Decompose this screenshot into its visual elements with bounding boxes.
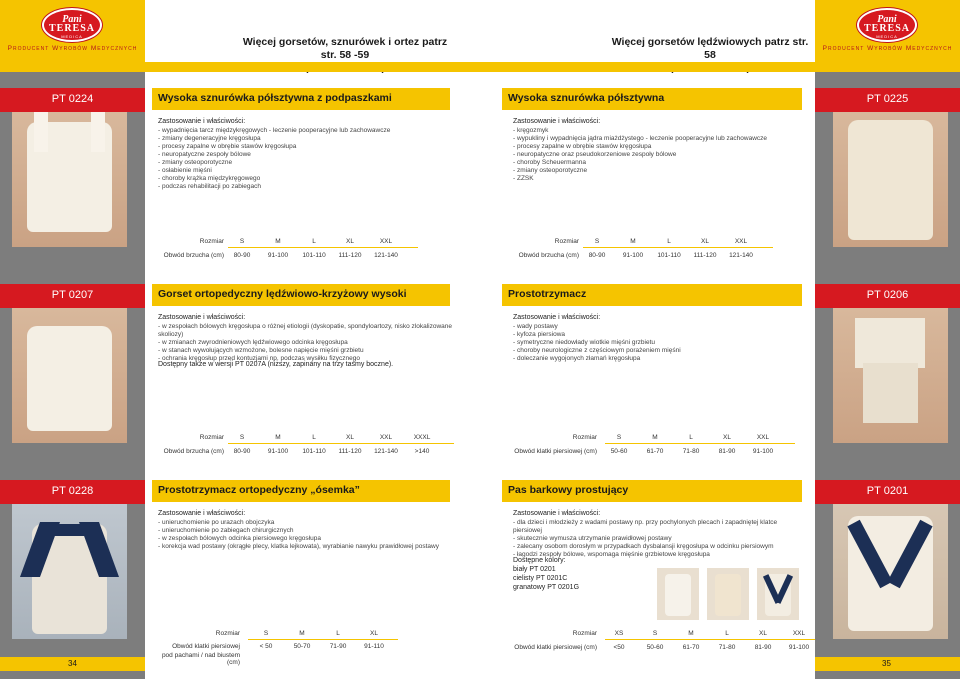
product-title: Wysoka sznurówka półsztywna bbox=[502, 88, 802, 110]
product-code: PT 0225 bbox=[815, 88, 960, 112]
size-table: Rozmiar S M L XL XXL XXXL Obwód brzucha (cm) 80-90 91-100 101-110 111-120 121-140 >140 bbox=[150, 432, 470, 462]
list-item: - choroby krążka międzykręgowego bbox=[158, 175, 458, 183]
product-photo bbox=[833, 504, 948, 639]
list-item: - w zmianach zwyrodnieniowych lędźwiowego odcinka kręgosłupa bbox=[158, 339, 458, 347]
size-table: Rozmiar S M L XL XXL Obwód brzucha (cm) 80-90 91-100 101-110 111-120 121-140 bbox=[150, 236, 450, 266]
list-item: - symetryczne niedowłady wiotkie mięśni grzbietu bbox=[513, 339, 803, 347]
logo-tagline: Producent Wyrobów Medycznych bbox=[7, 45, 138, 52]
list-item: - w zespołach bólowych odcinka piersiowego kręgosłupa bbox=[158, 535, 458, 543]
product-photo bbox=[12, 112, 127, 247]
brand-logo bbox=[0, 0, 145, 62]
list-item: - wypukliny i wypadnięcia jądra miażdżystego - leczenie pooperacyjne lub zachowawcze bbox=[513, 135, 803, 143]
list-item: - zalecany osobom dorosłym w przypadkach dysbalansji kręgosłupa w odcinku piersiowym bbox=[513, 543, 803, 551]
product-description: Zastosowanie i właściwości: - kręgozmyk - wypukliny i wypadnięcia jądra miażdżystego - leczenie pooperacyjne lub zachowawcze - procesy zapalne w obrębie stawów kręgosłupa - neuropatyczne oraz pseudokorzeniowe zespoły bólowe - choroby Scheuermanna - zmiany osteoporotyczne - ZZSK bbox=[513, 118, 803, 183]
logo-tagline: Producent Wyrobów Medycznych bbox=[822, 45, 953, 52]
product-description: Zastosowanie i właściwości: - wypadnięcia tarcz międzykręgowych - leczenie pooperacyjne lub zachowawcze - zmiany degeneracyjne kręgosłupa - procesy zapalne w obrębie stawów kręgosłupa - neuropatyczne zespoły bólowe - zmiany osteoporotyczne - osłabienie mięśni - choroby krążka międzykręgowego - podczas rehabilitacji po zabiegach bbox=[158, 118, 458, 191]
list-item: - choroby Scheuermanna bbox=[513, 159, 803, 167]
size-table: Rozmiar S M L XL XXL Obwód klatki piersiowej (cm) 50-60 61-70 71-80 81-90 91-100 bbox=[505, 432, 805, 462]
list-item: - osłabienie mięśni bbox=[158, 167, 458, 175]
size-table: Rozmiar S M L XL XXL Obwód brzucha (cm) 80-90 91-100 101-110 111-120 121-140 bbox=[505, 236, 805, 266]
list-item: - zmiany osteoporotyczne bbox=[513, 167, 803, 175]
logo-oval: Pani TERESA MEDICA bbox=[42, 8, 102, 42]
list-item: - w zespołach bólowych kręgosłupa o różnej etiologii (dyskopatie, spondyloartozy, nisko zlokalizowane skoliozy) bbox=[158, 323, 458, 339]
color-option: granatowy PT 0201G bbox=[513, 584, 580, 591]
list-item: - ZZSK bbox=[513, 175, 803, 183]
page-number: 35 bbox=[815, 657, 960, 671]
list-item: - procesy zapalne w obrębie stawów kręgosłupa bbox=[158, 143, 458, 151]
product-title: Prostotrzymacz ortopedyczny „ósemka” bbox=[152, 480, 450, 502]
product-description: Zastosowanie i właściwości: - dla dzieci i młodzieży z wadami postawy np. przy pochylonych plecach i zapadniętej klatce piersiowej - skutecznie wymusza utrzymanie prawidłowej postawy - zalecany osobom dorosłym w przypadkach dysbalansji kręgosłupa w odcinku piersiowym - łagodzi zespoły bólowe, wspomaga mięśnie grzbietowe kręgosłupa bbox=[513, 510, 803, 559]
color-option: cielisty PT 0201C bbox=[513, 575, 568, 582]
list-item: - w stanach wywołujących wzmożone, bolesne napięcie mięśni grzbietu bbox=[158, 347, 458, 355]
list-item: - korekcja wad postawy (okrągłe plecy, klatka lejkowata), wyrabianie nawyku prawidłowej postawy bbox=[158, 543, 458, 551]
cross-reference-note: Więcej gorsetów, sznurówek i ortez patrz str. 58 -59 bbox=[242, 36, 448, 61]
header-rule bbox=[480, 62, 960, 72]
list-item: - unieruchomienie po urazach obojczyka bbox=[158, 519, 458, 527]
list-item: - łagodzi zespoły bólowe, wspomaga mięśnie grzbietowe kręgosłupa bbox=[513, 551, 803, 559]
list-item: - neuropatyczne oraz pseudokorzeniowe zespoły bólowe bbox=[513, 151, 803, 159]
product-photo bbox=[12, 308, 127, 443]
product-note: Dostępny także w wersji PT 0207A (niższy, zapinany na trzy taśmy boczne). bbox=[158, 361, 394, 368]
navy-variant-photo bbox=[757, 568, 799, 620]
list-item: - wypadnięcia tarcz międzykręgowych - leczenie pooperacyjne lub zachowawcze bbox=[158, 127, 458, 135]
list-item: - wady postawy bbox=[513, 323, 803, 331]
product-code: PT 0201 bbox=[815, 480, 960, 504]
product-photo bbox=[12, 504, 127, 639]
list-item: - podczas rehabilitacji po zabiegach bbox=[158, 183, 458, 191]
product-code: PT 0207 bbox=[0, 284, 145, 308]
color-option: biały PT 0201 bbox=[513, 566, 556, 573]
list-item: - kręgozmyk bbox=[513, 127, 803, 135]
size-table: Rozmiar XS S M L XL XXL Obwód klatki piersiowej (cm) <50 50-60 61-70 71-80 81-90 91-100 bbox=[505, 628, 815, 658]
product-description: Zastosowanie i właściwości: - unieruchomienie po urazach obojczyka - unieruchomienie po zabiegach chirurgicznych - w zespołach bólowych odcinka piersiowego kręgosłupa - korekcja wad postawy (okrągłe plecy, klatka lejkowata), wyrabianie nawyku prawidłowej postawy bbox=[158, 510, 458, 551]
list-item: - neuropatyczne zespoły bólowe bbox=[158, 151, 458, 159]
cross-reference-note: Więcej gorsetów lędźwiowych patrz str. 58 bbox=[611, 36, 809, 61]
list-item: - unieruchomienie po zabiegach chirurgicznych bbox=[158, 527, 458, 535]
product-code: PT 0228 bbox=[0, 480, 145, 504]
list-item: - kyfoza piersiowa bbox=[513, 331, 803, 339]
available-colors: Dostępne kolory: biały PT 0201 cielisty PT 0201C granatowy PT 0201G bbox=[513, 557, 580, 591]
product-title: Pas barkowy prostujący bbox=[502, 480, 802, 502]
beige-variant-photo bbox=[707, 568, 749, 620]
product-code: PT 0224 bbox=[0, 88, 145, 112]
list-item: - zmiany osteoporotyczne bbox=[158, 159, 458, 167]
header-rule bbox=[0, 62, 480, 72]
product-title: Gorset ortopedyczny lędźwiowo-krzyżowy wysoki bbox=[152, 284, 450, 306]
product-title: Wysoka sznurówka półsztywna z podpaszkami bbox=[152, 88, 450, 110]
brand-logo bbox=[815, 0, 960, 62]
list-item: - procesy zapalne w obrębie stawów kręgosłupa bbox=[513, 143, 803, 151]
list-item: - dla dzieci i młodzieży z wadami postawy np. przy pochylonych plecach i zapadniętej klatce piersiowej bbox=[513, 519, 803, 535]
product-code: PT 0206 bbox=[815, 284, 960, 308]
product-title: Prostotrzymacz bbox=[502, 284, 802, 306]
logo-oval: Pani TERESA MEDICA bbox=[857, 8, 917, 42]
list-item: - zmiany degeneracyjne kręgosłupa bbox=[158, 135, 458, 143]
product-photo bbox=[833, 112, 948, 247]
list-item: - ochrania kręgosłup przed kontuzjami np. podczas wysiłku fizycznego bbox=[158, 355, 458, 363]
size-table: Rozmiar S M L XL Obwód klatki piersiowej pod pachami / nad biustem (cm) < 50 50-70 71-90 91-110 bbox=[150, 628, 450, 662]
right-page bbox=[480, 0, 960, 679]
white-variant-photo bbox=[657, 568, 699, 620]
product-description: Zastosowanie i właściwości: - wady postawy - kyfoza piersiowa - symetryczne niedowłady wiotkie mięśni grzbietu - choroby neurologiczne z częściowym porażeniem mięśni - doleczanie wygojonych złamań kręgosłupa bbox=[513, 314, 803, 363]
list-item: - skutecznie wymusza utrzymanie prawidłowej postawy bbox=[513, 535, 803, 543]
list-item: - doleczanie wygojonych złamań kręgosłupa bbox=[513, 355, 803, 363]
product-description: Zastosowanie i właściwości: - w zespołach bólowych kręgosłupa o różnej etiologii (dyskopatie, spondyloartozy, nisko zlokalizowane skoliozy) - w zmianach zwyrodnieniowych lędźwiowego odcinka kręgosłupa - w stanach wywołujących wzmożone, bolesne napięcie mięśni grzbietu - ochrania kręgosłup przed kontuzjami np. podczas wysiłku fizycznego bbox=[158, 314, 458, 363]
product-photo bbox=[833, 308, 948, 443]
page-number: 34 bbox=[0, 657, 145, 671]
list-item: - choroby neurologiczne z częściowym porażeniem mięśni bbox=[513, 347, 803, 355]
